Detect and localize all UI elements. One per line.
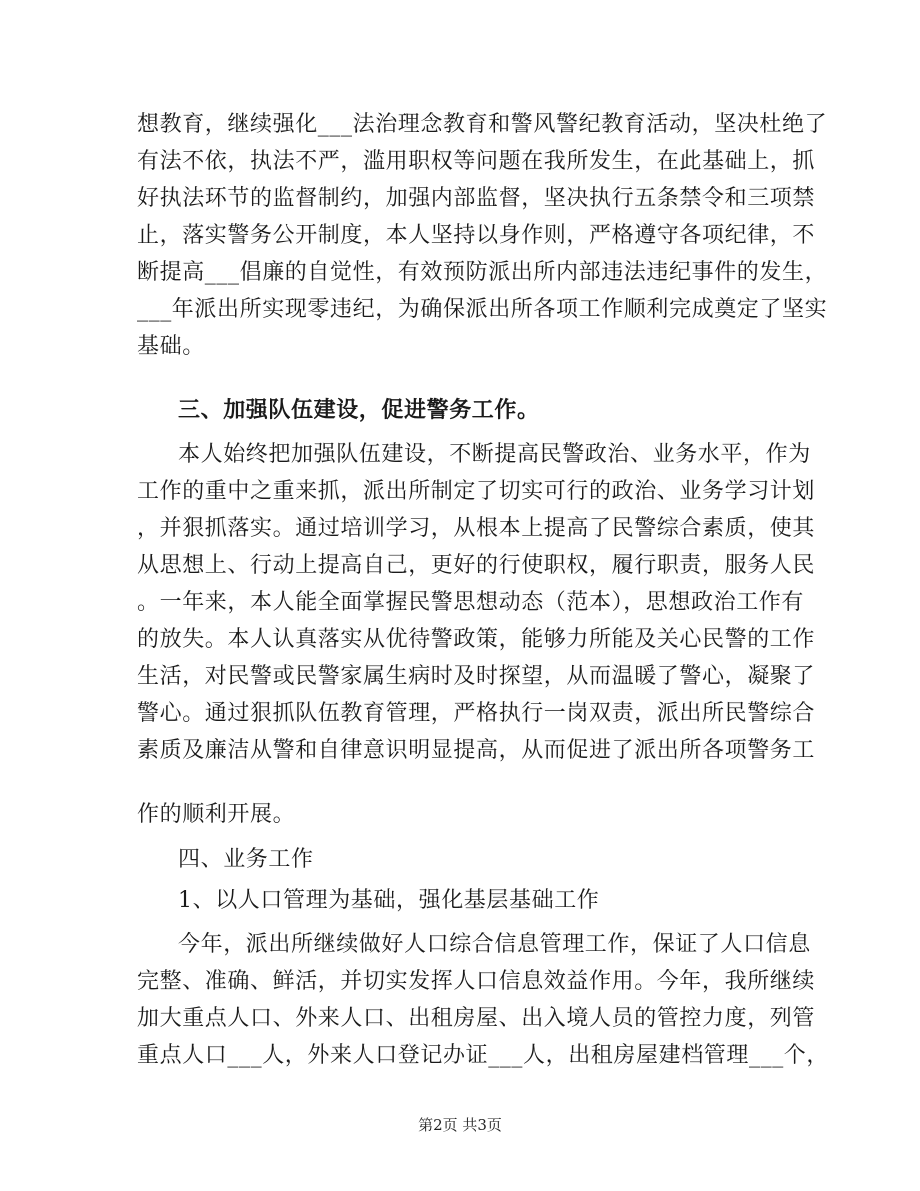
paragraph-line: 本人始终把加强队伍建设，不断提高民警政治、业务水平，作为 — [178, 442, 811, 467]
paragraph-line: 完整、准确、鲜活，并切实发挥人口信息效益作用。今年，我所继续 — [137, 969, 816, 994]
section-heading-4: 四、业务工作 — [178, 847, 314, 872]
paragraph-line: 。一年来，本人能全面掌握民警思想动态（范本），思想政治工作有 — [137, 590, 805, 615]
paragraph-line: ___年派出所实现零违纪，为确保派出所各项工作顺利完成奠定了坚实 — [137, 297, 828, 322]
paragraph-line: 加大重点人口、外来人口、出租房屋、出入境人员的管控力度，列管 — [137, 1006, 816, 1031]
paragraph-line: 警心。通过狠抓队伍教育管理，严格执行一岗双责，派出所民警综合 — [137, 701, 816, 726]
subsection-heading-1: 1、以人口管理为基础，强化基层基础工作 — [178, 888, 600, 913]
section-heading-3: 三、加强队伍建设，促进警务工作。 — [178, 397, 540, 423]
paragraph-line: 断提高___倡廉的自觉性，有效预防派出所内部违法违纪事件的发生， — [137, 260, 828, 285]
paragraph-line: 素质及廉洁从警和自律意识明显提高，从而促进了派出所各项警务工 — [137, 738, 816, 763]
paragraph-line: 工作的重中之重来抓，派出所制定了切实可行的政治、业务学习计划 — [137, 479, 816, 504]
paragraph-line: 生活，对民警或民警家属生病时及时探望，从而温暖了警心，凝聚了 — [137, 664, 816, 689]
paragraph-line: 好执法环节的监督制约，加强内部监督，坚决执行五条禁令和三项禁 — [137, 186, 816, 211]
paragraph-line: 基础。 — [137, 334, 205, 359]
paragraph-line: 止，落实警务公开制度，本人坚持以身作则，严格遵守各项纪律，不 — [137, 223, 816, 248]
paragraph-line: 作的顺利开展。 — [137, 802, 296, 827]
paragraph-line: ，并狠抓落实。通过培训学习，从根本上提高了民警综合素质，使其 — [137, 516, 816, 541]
paragraph-line: 从思想上、行动上提高自己，更好的行使职权，履行职责，服务人民 — [137, 553, 816, 578]
paragraph-line: 重点人口___人，外来人口登记办证___人，出租房屋建档管理___个， — [137, 1043, 830, 1068]
page-number-footer: 第2页 共3页 — [418, 1116, 502, 1134]
paragraph-line: 今年，派出所继续做好人口综合信息管理工作，保证了人口信息 — [178, 932, 811, 957]
paragraph-line: 想教育，继续强化___法治理念教育和警风警纪教育活动，坚决杜绝了 — [137, 112, 828, 137]
paragraph-line: 的放失。本人认真落实从优待警政策，能够力所能及关心民警的工作 — [137, 627, 816, 652]
paragraph-line: 有法不依，执法不严，滥用职权等问题在我所发生，在此基础上，抓 — [137, 149, 816, 174]
